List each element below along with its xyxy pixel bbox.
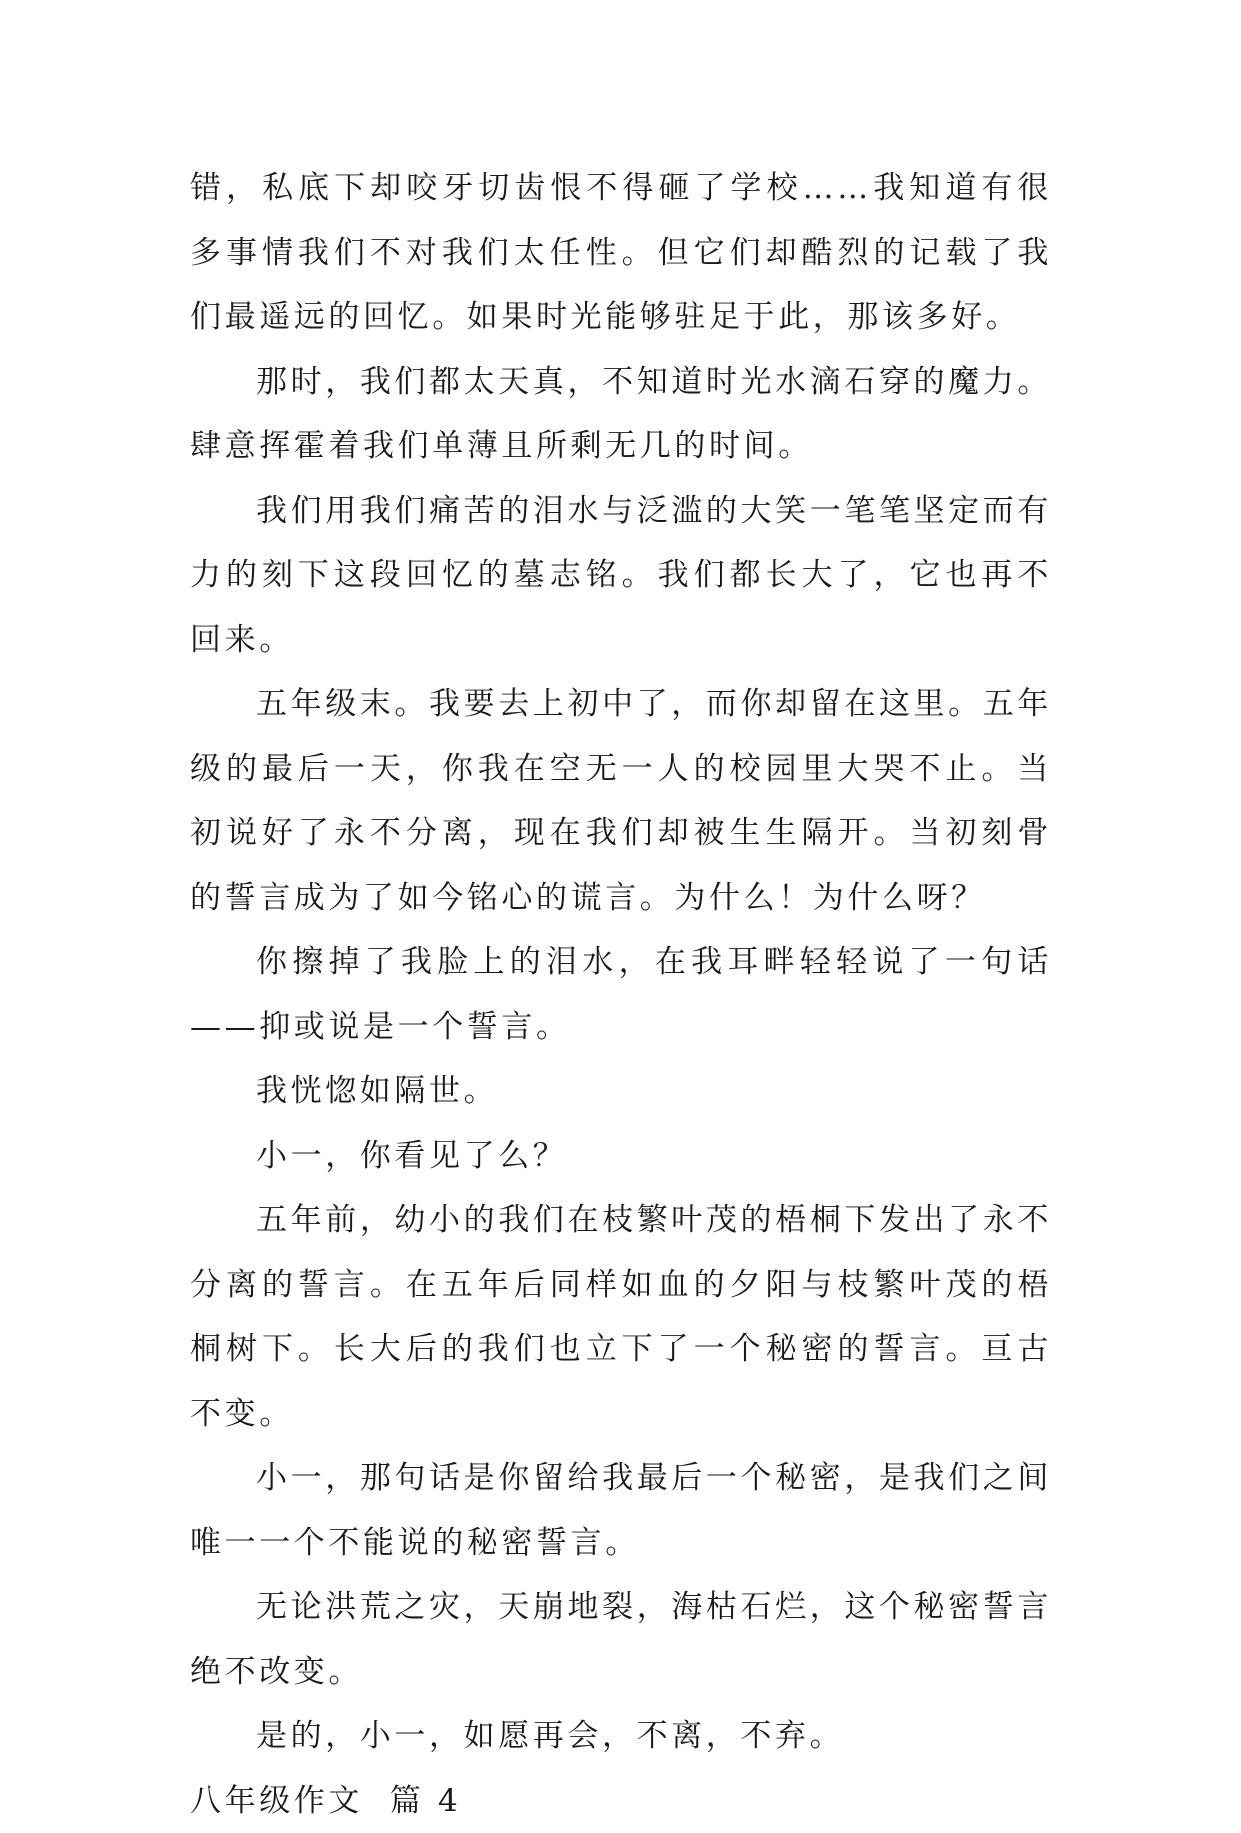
- section-heading: 八年级作文 篇 4: [190, 1769, 1052, 1833]
- paragraph-7: 小一，你看见了么？: [190, 1124, 1052, 1189]
- paragraph-6: 我恍惚如隔世。: [190, 1059, 1052, 1124]
- paragraph-2: 那时，我们都太天真，不知道时光水滴石穿的魔力。肆意挥霍着我们单薄且所剩无几的时间。: [190, 350, 1052, 479]
- paragraph-8: 五年前，幼小的我们在枝繁叶茂的梧桐下发出了永不分离的誓言。在五年后同样如血的夕阳与枝繁叶茂的梧桐树下。长大后的我们也立下了一个秘密的誓言。亘古不变。: [190, 1188, 1052, 1446]
- paragraph-5: 你擦掉了我脸上的泪水，在我耳畔轻轻说了一句话——抑或说是一个誓言。: [190, 930, 1052, 1059]
- paragraph-10: 无论洪荒之灾，天崩地裂，海枯石烂，这个秘密誓言绝不改变。: [190, 1575, 1052, 1704]
- paragraph-1: 错，私底下却咬牙切齿恨不得砸了学校……我知道有很多事情我们不对我们太任性。但它们却酷烈的记载了我们最遥远的回忆。如果时光能够驻足于此，那该多好。: [190, 156, 1052, 350]
- paragraph-9: 小一，那句话是你留给我最后一个秘密，是我们之间唯一一个不能说的秘密誓言。: [190, 1446, 1052, 1575]
- paragraph-3: 我们用我们痛苦的泪水与泛滥的大笑一笔笔坚定而有力的刻下这段回忆的墓志铭。我们都长大了，它也再不回来。: [190, 479, 1052, 673]
- paragraph-11: 是的，小一，如愿再会，不离，不弃。: [190, 1704, 1052, 1769]
- paragraph-4: 五年级末。我要去上初中了，而你却留在这里。五年级的最后一天，你我在空无一人的校园里大哭不止。当初说好了永不分离，现在我们却被生生隔开。当初刻骨的誓言成为了如今铭心的谎言。为什么！为什么呀？: [190, 672, 1052, 930]
- document-body: [190, 156, 1052, 1833]
